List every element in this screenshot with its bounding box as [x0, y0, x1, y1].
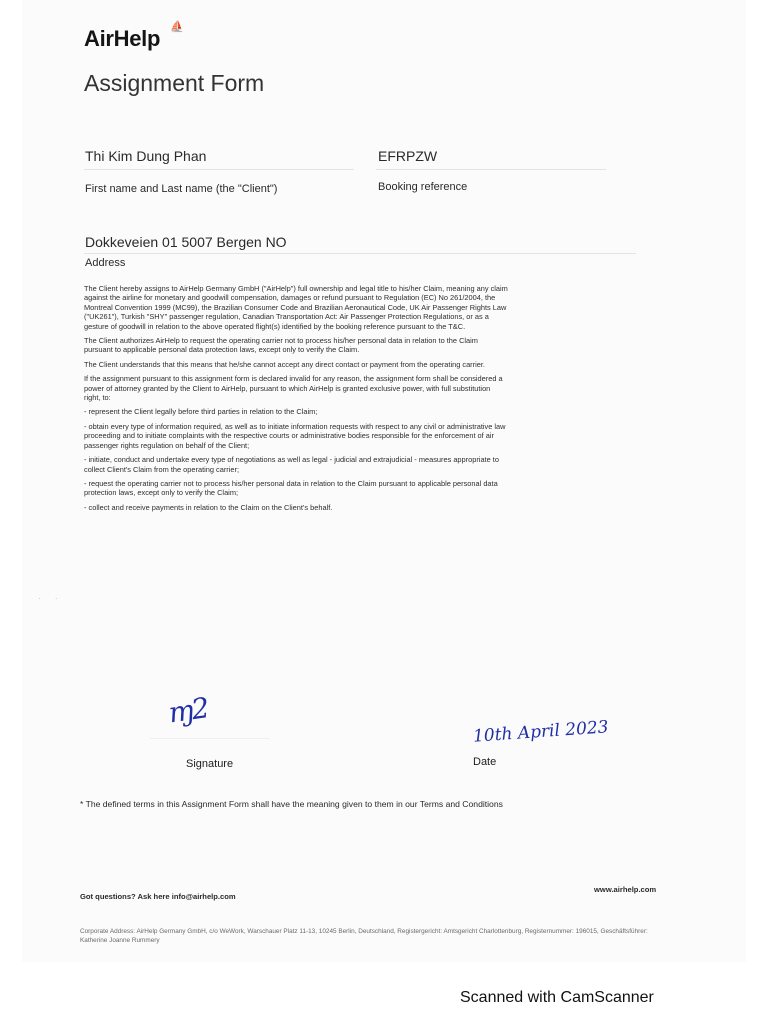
terms-paragraph: The Client understands that this means that he/she cannot accept any direct contact or payment from the operating carrier.	[84, 359, 485, 369]
address-line	[84, 253, 636, 254]
booking-reference-value: EFRPZW	[378, 148, 438, 164]
handwritten-signature: ɱ2	[165, 691, 209, 730]
address-value: Dokkeveien 01 5007 Bergen NO	[85, 234, 287, 250]
terms-list-item: - represent the Client legally before third parties in relation to the Claim;	[84, 407, 318, 417]
terms-paragraph: The Client hereby assigns to AirHelp Germany GmbH ("AirHelp") full ownership and legal title to his/her Claim, meaning any claim against the airline for monetary and goodwill compensation, damages or refund pursuant to Regulation (EC) No 261/2004, the Montreal Convention 1999 (MC99), the Brazilian Consumer Code and Brazilian Aeronautical Code, UK Air Passenger Rights Law ("UK261"), Turkish "SHY" passenger regulation, Canadian Transportation Act: Air Passenger Protection Regulations, or as a gesture of goodwill in relation to the above operated flight(s) identified by the booking reference pursuant to the T&C.	[84, 284, 508, 331]
signature-line	[150, 738, 270, 739]
assignment-terms	[84, 284, 508, 517]
terms-list-item: - request the operating carrier not to process his/her personal data in relation to the Claim pursuant to applicable personal data protection laws, except only to verify the Claim;	[84, 478, 498, 498]
corporate-address: Corporate Address: AirHelp Germany GmbH, c/o WeWork, Warschauer Platz 11-13, 10245 Berlin, Deutschland, Registergericht: Amtsgericht Charlottenburg, Registernummer: 196015, Geschäftsführer: Katherine Joanne Rummery	[80, 928, 648, 944]
terms-footnote: * The defined terms in this Assignment Form shall have the meaning given to them in our Terms and Conditions	[80, 799, 503, 809]
airhelp-logo: AirHelp	[84, 26, 161, 51]
client-name-line	[84, 169, 354, 170]
terms-list-item: - collect and receive payments in relation to the Claim on the Client's behalf.	[84, 502, 333, 512]
page-title: Assignment Form	[84, 70, 265, 96]
handwritten-date: 10th April 2023	[472, 717, 610, 747]
camscanner-watermark: Scanned with CamScanner	[460, 989, 654, 1006]
terms-list-item: - initiate, conduct and undertake every type of negotiations as well as legal - judicial and extrajudicial - measures appropriate to collect Client's Claim from the operating carrier;	[84, 455, 499, 474]
booking-reference-label: Booking reference	[378, 181, 468, 193]
scan-artifact: · ·	[38, 594, 64, 603]
terms-paragraph: The Client authorizes AirHelp to request the operating carrier not to process his/her personal data in relation to the Claim pursuant to applicable personal data protection laws, except only to verify the Claim.	[84, 336, 478, 355]
signature-label: Signature	[186, 758, 234, 770]
client-name-value: Thi Kim Dung Phan	[85, 148, 207, 164]
sail-icon: ⛵	[170, 21, 184, 33]
terms-paragraph: If the assignment pursuant to this assignment form is declared invalid for any reason, the assignment form shall be considered a power of attorney granted by the Client to AirHelp, pursuant to which AirHelp is granted exclusive power, with full substitution right, to:	[84, 374, 503, 403]
terms-list-item: - obtain every type of information required, as well as to initiate information requests with respect to any civil or administrative law proceeding and to initiate complaints with the respective courts or administrative bodies responsible for the enforcement of air passenger rights regulation on behalf of the Client;	[84, 421, 506, 450]
client-name-label: First name and Last name (the "Client")	[85, 183, 278, 195]
contact-questions: Got questions? Ask here info@airhelp.com	[80, 892, 236, 901]
booking-reference-line	[376, 169, 606, 170]
date-label: Date	[473, 756, 497, 768]
website-link: www.airhelp.com	[594, 885, 657, 894]
address-label: Address	[85, 257, 126, 269]
